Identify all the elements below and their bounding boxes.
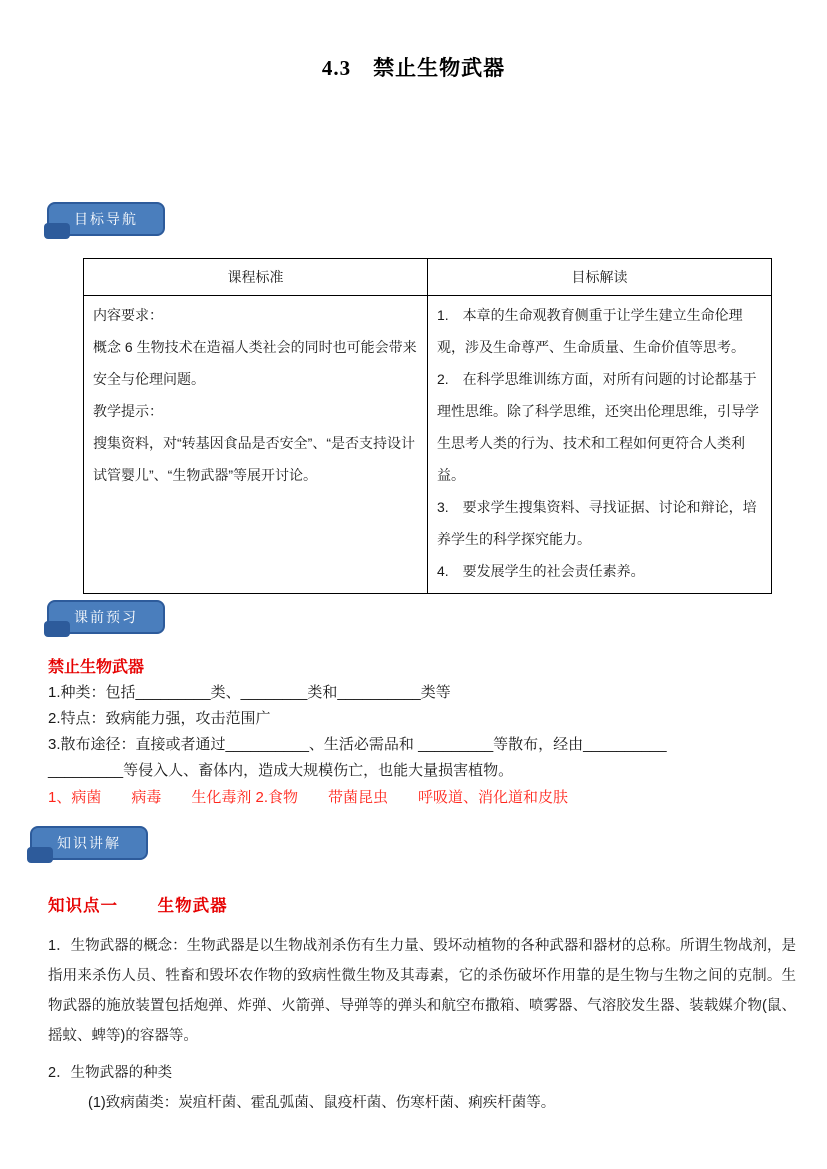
knowledge-point-label: 知识点一	[48, 897, 118, 915]
preview-section	[48, 656, 796, 811]
standards-table	[83, 258, 772, 594]
left-paragraph: 教学提示：	[93, 403, 163, 419]
cell-course-standard	[84, 296, 428, 594]
right-paragraph: 4. 要发展学生的社会责任素养。	[437, 563, 645, 579]
left-paragraph: 概念 6 生物技术在造福人类社会的同时也可能会带来安全与伦理问题。	[93, 339, 417, 387]
knowledge-paragraph-concept: 1．生物武器的概念：生物武器是以生物战剂杀伤有生力量、毁坏动植物的各种武器和器材的总称。所谓生物战剂，是指用来杀伤人员、牲畜和毁坏农作物的致病性微生物及其毒素，它的杀伤破坏作用靠的是生物与生物之间的克制。生物武器的施放装置包括炮弹、炸弹、火箭弹、导弹等的弹头和航空布撒箱、喷雾器、气溶胶发生器、装载媒介物(鼠、摇蚊、蜱等)的容器等。	[48, 938, 796, 1044]
preview-answers: 1、病菌 病毒 生化毒剂 2.食物 带菌昆虫 呼吸道、消化道和皮肤	[48, 789, 569, 806]
right-paragraph: 1. 本章的生命观教育侧重于让学生建立生命伦理观，涉及生命尊严、生命质量、生命价值等思考。	[437, 307, 745, 355]
cell-goal-interpretation	[428, 296, 772, 594]
section-badge-knowledge	[30, 826, 148, 860]
knowledge-item-types: 2．生物武器的种类	[48, 1065, 173, 1081]
right-paragraph: 3. 要求学生搜集资料、寻找证据、讨论和辩论，培养学生的科学探究能力。	[437, 499, 757, 547]
preview-line-spread: 3.散布途径：直接或者通过__________、生活必需品和 _________等散布，经由__________	[48, 736, 667, 753]
right-paragraph: 2. 在科学思维训练方面，对所有问题的讨论都基于理性思维。除了科学思维，还突出伦理思维，引导学生思考人类的行为、技术和工程如何更符合人类利益。	[437, 371, 759, 483]
header-course-standard: 课程标准	[84, 259, 428, 296]
knowledge-section	[48, 893, 796, 1118]
preview-line-features: 2.特点：致病能力强，攻击范围广	[48, 710, 271, 727]
preview-heading: 禁止生物武器	[48, 659, 145, 676]
left-paragraph: 内容要求：	[93, 307, 163, 323]
left-paragraph: 搜集资料，对“转基因食品是否安全”、“是否支持设计试管婴儿”、“生物武器”等展开讨论。	[93, 435, 415, 483]
preview-line-types: 1.种类：包括_________类、________类和__________类等	[48, 684, 451, 701]
preview-line-spread-cont: _________等侵入人、畜体内，造成大规模伤亡，也能大量损害植物。	[48, 762, 514, 779]
section-badge-goal-navigation	[47, 202, 165, 236]
header-goal-interpretation: 目标解读	[428, 259, 772, 296]
table-body-row	[84, 296, 772, 594]
badge-label: 课前预习	[74, 609, 138, 625]
badge-label: 目标导航	[74, 211, 138, 227]
page-title: 4.3 禁止生物武器	[321, 56, 506, 80]
section-badge-preview	[47, 600, 165, 634]
badge-label: 知识讲解	[57, 835, 121, 851]
table-header-row	[84, 259, 772, 296]
knowledge-point-heading	[48, 893, 796, 919]
knowledge-item-types-sub1: (1)致病菌类：炭疽杆菌、霍乱弧菌、鼠疫杆菌、伤寒杆菌、痢疾杆菌等。	[88, 1095, 556, 1111]
knowledge-point-title: 生物武器	[157, 897, 228, 915]
